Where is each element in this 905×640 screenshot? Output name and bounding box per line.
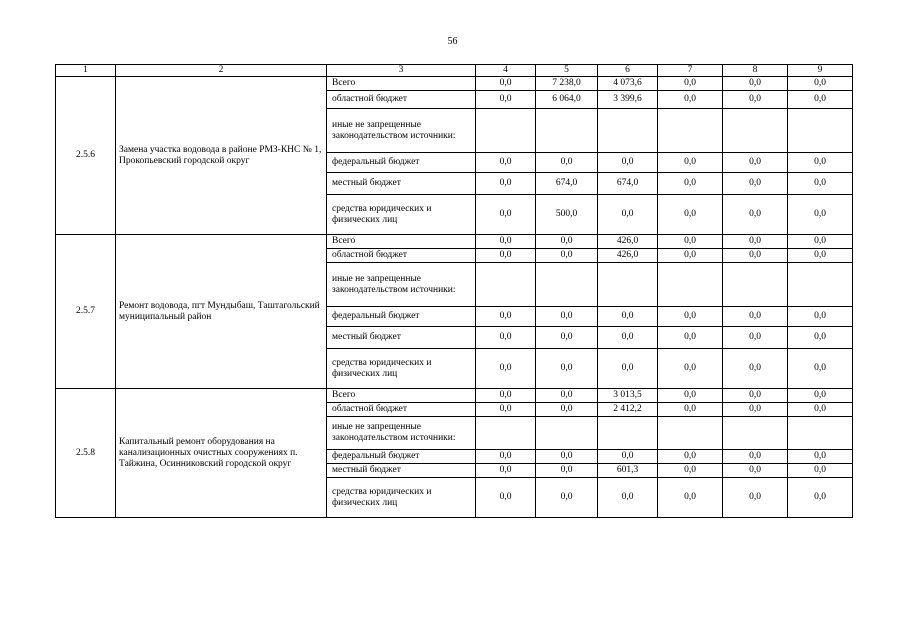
amount-cell: 0,0 <box>723 389 788 403</box>
amount-cell <box>536 417 598 450</box>
funding-source: Всего <box>327 235 476 249</box>
amount-cell: 0,0 <box>658 327 723 349</box>
amount-cell: 0,0 <box>788 478 853 518</box>
amount-cell: 0,0 <box>476 77 536 91</box>
funding-source: местный бюджет <box>327 327 476 349</box>
amount-cell <box>788 263 853 307</box>
amount-cell: 0,0 <box>476 450 536 464</box>
amount-cell: 0,0 <box>598 153 658 173</box>
amount-cell: 6 064,0 <box>536 91 598 109</box>
amount-cell: 0,0 <box>536 478 598 518</box>
amount-cell <box>658 417 723 450</box>
funding-source: федеральный бюджет <box>327 307 476 327</box>
amount-cell: 0,0 <box>536 249 598 263</box>
page-number: 56 <box>447 36 458 47</box>
amount-cell: 0,0 <box>788 327 853 349</box>
funding-source: Всего <box>327 389 476 403</box>
amount-cell: 0,0 <box>536 153 598 173</box>
amount-cell: 0,0 <box>536 464 598 478</box>
amount-cell: 0,0 <box>598 478 658 518</box>
amount-cell <box>723 417 788 450</box>
column-header: 6 <box>598 65 658 77</box>
amount-cell: 0,0 <box>788 153 853 173</box>
amount-cell: 0,0 <box>658 450 723 464</box>
column-header: 9 <box>788 65 853 77</box>
column-header: 5 <box>536 65 598 77</box>
column-header: 8 <box>723 65 788 77</box>
amount-cell: 7 238,0 <box>536 77 598 91</box>
amount-cell: 674,0 <box>536 173 598 195</box>
amount-cell: 0,0 <box>788 389 853 403</box>
table-row <box>56 235 853 249</box>
amount-cell: 0,0 <box>598 450 658 464</box>
amount-cell <box>788 109 853 153</box>
amount-cell: 0,0 <box>476 349 536 389</box>
amount-cell: 0,0 <box>788 307 853 327</box>
amount-cell <box>476 109 536 153</box>
amount-cell: 0,0 <box>476 195 536 235</box>
amount-cell: 426,0 <box>598 249 658 263</box>
amount-cell: 0,0 <box>723 478 788 518</box>
funding-source: областной бюджет <box>327 91 476 109</box>
amount-cell: 0,0 <box>658 91 723 109</box>
amount-cell: 0,0 <box>723 91 788 109</box>
amount-cell: 0,0 <box>476 464 536 478</box>
header-row <box>56 65 853 77</box>
amount-cell: 0,0 <box>476 173 536 195</box>
amount-cell: 0,0 <box>723 464 788 478</box>
column-header: 2 <box>116 65 327 77</box>
amount-cell: 0,0 <box>723 450 788 464</box>
amount-cell <box>723 109 788 153</box>
amount-cell: 500,0 <box>536 195 598 235</box>
item-code: 2.5.7 <box>56 235 116 389</box>
amount-cell: 0,0 <box>658 464 723 478</box>
amount-cell: 0,0 <box>536 450 598 464</box>
amount-cell: 0,0 <box>476 249 536 263</box>
item-code: 2.5.6 <box>56 77 116 235</box>
amount-cell: 3 399,6 <box>598 91 658 109</box>
amount-cell: 0,0 <box>476 327 536 349</box>
table-row <box>56 77 853 91</box>
amount-cell: 0,0 <box>536 307 598 327</box>
amount-cell <box>476 417 536 450</box>
amount-cell: 0,0 <box>658 307 723 327</box>
funding-source: местный бюджет <box>327 173 476 195</box>
column-header: 4 <box>476 65 536 77</box>
funding-source: федеральный бюджет <box>327 153 476 173</box>
amount-cell: 0,0 <box>723 249 788 263</box>
amount-cell: 0,0 <box>536 327 598 349</box>
item-code: 2.5.8 <box>56 389 116 518</box>
amount-cell: 0,0 <box>723 307 788 327</box>
funding-source: Всего <box>327 77 476 91</box>
amount-cell: 0,0 <box>658 349 723 389</box>
amount-cell: 0,0 <box>788 249 853 263</box>
amount-cell: 0,0 <box>476 389 536 403</box>
amount-cell: 0,0 <box>476 307 536 327</box>
funding-source: областной бюджет <box>327 249 476 263</box>
amount-cell <box>788 417 853 450</box>
amount-cell: 0,0 <box>723 327 788 349</box>
amount-cell: 0,0 <box>536 349 598 389</box>
amount-cell <box>598 109 658 153</box>
amount-cell: 0,0 <box>788 450 853 464</box>
amount-cell: 2 412,2 <box>598 403 658 417</box>
item-name: Капитальный ремонт оборудования на канализационных очистных сооружениях п. Тайжина, Осинниковский городской округ <box>116 389 327 518</box>
amount-cell: 0,0 <box>788 91 853 109</box>
amount-cell <box>598 417 658 450</box>
amount-cell: 0,0 <box>658 77 723 91</box>
amount-cell: 0,0 <box>788 173 853 195</box>
amount-cell: 0,0 <box>723 153 788 173</box>
amount-cell: 0,0 <box>658 249 723 263</box>
amount-cell <box>598 263 658 307</box>
column-header: 3 <box>327 65 476 77</box>
amount-cell: 0,0 <box>476 403 536 417</box>
amount-cell <box>536 109 598 153</box>
amount-cell <box>476 263 536 307</box>
amount-cell <box>723 263 788 307</box>
item-name: Ремонт водовода, пгт Мундыбаш, Таштагольский муниципальный район <box>116 235 327 389</box>
amount-cell: 0,0 <box>598 327 658 349</box>
funding-source: средства юридических и физических лиц <box>327 349 476 389</box>
funding-source: иные не запрещенные законодательством источники: <box>327 417 476 450</box>
amount-cell: 0,0 <box>536 403 598 417</box>
amount-cell: 0,0 <box>788 464 853 478</box>
amount-cell: 0,0 <box>476 91 536 109</box>
item-name: Замена участка водовода в районе РМЗ-КНС № 1, Прокопьевский городской округ <box>116 77 327 235</box>
amount-cell: 0,0 <box>723 349 788 389</box>
amount-cell: 0,0 <box>658 389 723 403</box>
funding-source: местный бюджет <box>327 464 476 478</box>
amount-cell: 0,0 <box>788 77 853 91</box>
amount-cell: 0,0 <box>658 235 723 249</box>
amount-cell: 0,0 <box>536 235 598 249</box>
amount-cell: 0,0 <box>723 173 788 195</box>
amount-cell: 0,0 <box>788 195 853 235</box>
amount-cell: 0,0 <box>598 195 658 235</box>
table-row <box>56 389 853 403</box>
amount-cell: 0,0 <box>658 478 723 518</box>
amount-cell: 0,0 <box>723 77 788 91</box>
amount-cell: 0,0 <box>723 195 788 235</box>
funding-source: федеральный бюджет <box>327 450 476 464</box>
amount-cell: 0,0 <box>658 195 723 235</box>
amount-cell: 0,0 <box>476 478 536 518</box>
column-header: 1 <box>56 65 116 77</box>
amount-cell: 0,0 <box>476 235 536 249</box>
amount-cell: 0,0 <box>598 307 658 327</box>
amount-cell: 4 073,6 <box>598 77 658 91</box>
amount-cell: 3 013,5 <box>598 389 658 403</box>
amount-cell: 0,0 <box>536 389 598 403</box>
funding-source: средства юридических и физических лиц <box>327 478 476 518</box>
funding-table <box>55 64 853 518</box>
amount-cell: 0,0 <box>658 153 723 173</box>
amount-cell: 0,0 <box>788 349 853 389</box>
amount-cell: 0,0 <box>723 235 788 249</box>
amount-cell <box>658 109 723 153</box>
amount-cell: 0,0 <box>658 403 723 417</box>
amount-cell: 601,3 <box>598 464 658 478</box>
funding-source: областной бюджет <box>327 403 476 417</box>
amount-cell: 0,0 <box>788 403 853 417</box>
amount-cell: 0,0 <box>723 403 788 417</box>
amount-cell: 0,0 <box>658 173 723 195</box>
amount-cell <box>658 263 723 307</box>
amount-cell: 0,0 <box>598 349 658 389</box>
column-header: 7 <box>658 65 723 77</box>
amount-cell: 0,0 <box>788 235 853 249</box>
amount-cell: 426,0 <box>598 235 658 249</box>
amount-cell: 0,0 <box>476 153 536 173</box>
amount-cell <box>536 263 598 307</box>
funding-source: иные не запрещенные законодательством источники: <box>327 109 476 153</box>
amount-cell: 674,0 <box>598 173 658 195</box>
funding-source: иные не запрещенные законодательством источники: <box>327 263 476 307</box>
funding-source: средства юридических и физических лиц <box>327 195 476 235</box>
